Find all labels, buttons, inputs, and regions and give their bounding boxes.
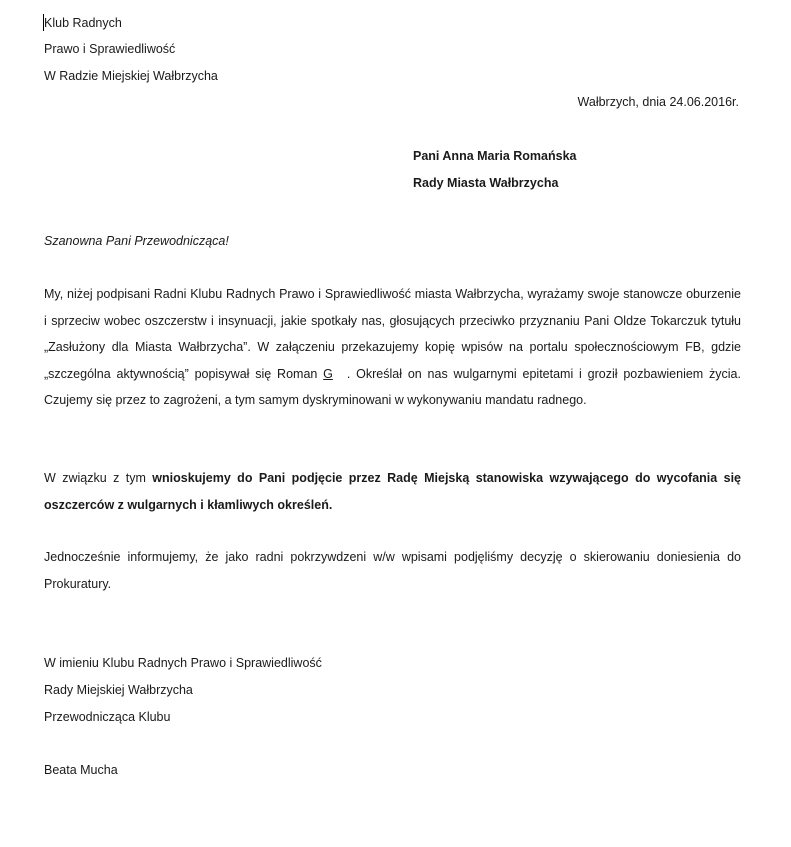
sender-line-1: Klub Radnych	[44, 16, 122, 30]
closing-line-1: W imieniu Klubu Radnych Prawo i Sprawiedliwość	[44, 656, 322, 670]
paragraph-1	[44, 281, 741, 414]
paragraph-3: Jednocześnie informujemy, że jako radni pokrzywdzeni w/w wpisami podjęliśmy decyzję o skierowaniu doniesienia do Prokuratury.	[44, 550, 741, 591]
recipient-line-1: Pani Anna Maria Romańska	[413, 149, 577, 163]
letter-date: Wałbrzych, dnia 24.06.2016r.	[577, 95, 739, 109]
redacted-surname: G	[323, 366, 333, 381]
paragraph-2-bold: wnioskujemy do Pani podjęcie przez Radę Miejską stanowiska wzywającego do wycofania się oszczerców z wulgarnych i kłamliwych określeń.	[44, 471, 741, 512]
signature-name: Beata Mucha	[44, 763, 118, 777]
paragraph-2-intro: W związku z tym	[44, 471, 153, 485]
paragraph-2	[44, 465, 741, 518]
sender-line-3: W Radzie Miejskiej Wałbrzycha	[44, 69, 218, 83]
sender-line-2: Prawo i Sprawiedliwość	[44, 42, 176, 56]
paragraph-1-text-b: . Określał on nas wulgarnymi epitetami i groził pozbawieniem życia. Czujemy się przez to zagrożeni, a tym samym dyskryminowani w wykonywaniu mandatu radnego.	[44, 366, 741, 407]
recipient-line-2: Rady Miasta Wałbrzycha	[413, 176, 559, 190]
salutation: Szanowna Pani Przewodnicząca!	[44, 234, 229, 248]
closing-line-3: Przewodnicząca Klubu	[44, 710, 171, 724]
closing-line-2: Rady Miejskiej Wałbrzycha	[44, 683, 193, 697]
paragraph-1-text-a: My, niżej podpisani Radni Klubu Radnych Prawo i Sprawiedliwość miasta Wałbrzycha, wyrażamy swoje stanowcze oburzenie i sprzeciw wobec oszczerstw i insynuacji, jakie spotkały nas, głosujących przeciwko przyznaniu Pani Oldze Tokarczuk tytułu „Zasłużony dla Miasta Wałbrzycha”. W załączeniu przekazujemy kopię wpisów na portalu społecznościowym FB, gdzie „szczególna aktywnością” popisywał się Roman	[44, 287, 741, 381]
